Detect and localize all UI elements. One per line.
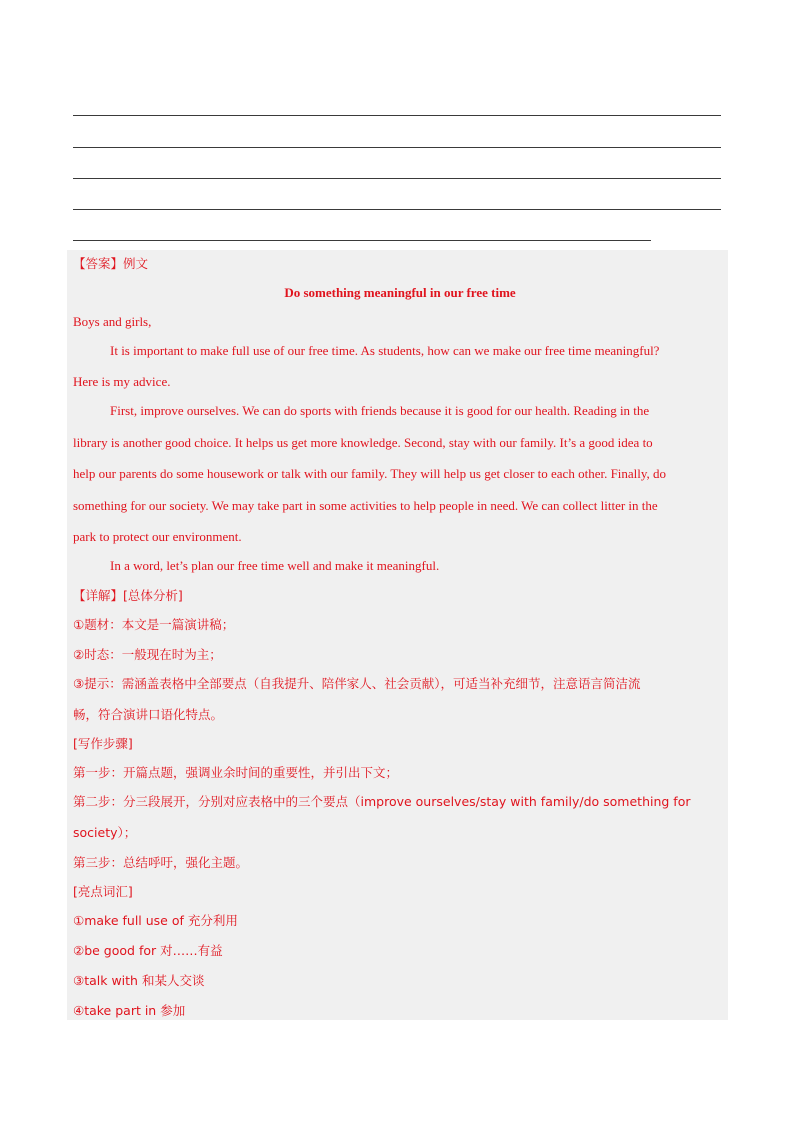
essay-title: Do something meaningful in our free time bbox=[284, 285, 516, 300]
answer-line-1 bbox=[73, 115, 721, 116]
essay-line: library is another good choice. It helps us get more knowledge. Second, stay with our family. It’s a good idea to bbox=[73, 435, 653, 450]
vocab-item: ④take part in 参加 bbox=[73, 1003, 186, 1018]
answer-line-3 bbox=[73, 178, 721, 179]
analysis-item: 畅，符合演讲口语化特点。 bbox=[73, 707, 224, 722]
analysis-item: ①题材：本文是一篇演讲稿； bbox=[73, 617, 235, 632]
analysis-header: 【详解】[总体分析] bbox=[73, 588, 183, 603]
essay-line: First, improve ourselves. We can do sports with friends because it is good for our health. Reading in the bbox=[110, 403, 650, 418]
answer-line-5 bbox=[73, 240, 651, 241]
step-item: 第一步：开篇点题，强调业余时间的重要性，并引出下文； bbox=[73, 765, 399, 780]
essay-line: In a word, let’s plan our free time well and make it meaningful. bbox=[110, 558, 440, 573]
step-item: society）； bbox=[73, 825, 137, 840]
essay-greeting: Boys and girls, bbox=[73, 314, 152, 329]
vocab-header: [亮点词汇] bbox=[73, 884, 133, 899]
essay-line: something for our society. We may take part in some activities to help people in need. We can collect litter in the bbox=[73, 498, 658, 513]
answer-line-4 bbox=[73, 209, 721, 210]
vocab-item: ①make full use of 充分利用 bbox=[73, 913, 238, 928]
essay-line: Here is my advice. bbox=[73, 374, 171, 389]
essay-line: It is important to make full use of our free time. As students, how can we make our free time meaningful? bbox=[110, 343, 660, 358]
essay-line: park to protect our environment. bbox=[73, 529, 242, 544]
answer-panel bbox=[67, 250, 728, 1020]
essay-line: help our parents do some housework or talk with our family. They will help us get closer to each other. Finally, do bbox=[73, 466, 667, 481]
vocab-item: ②be good for 对……有益 bbox=[73, 943, 223, 958]
steps-header: [写作步骤] bbox=[73, 736, 133, 751]
step-item: 第三步：总结呼吁，强化主题。 bbox=[73, 855, 249, 870]
analysis-item: ②时态：一般现在时为主； bbox=[73, 647, 222, 662]
answer-header: 【答案】例文 bbox=[73, 256, 149, 271]
answer-line-2 bbox=[73, 147, 721, 148]
analysis-item: ③提示：需涵盖表格中全部要点（自我提升、陪伴家人、社会贡献），可适当补充细节，注意语言简洁流 bbox=[73, 676, 641, 691]
step-item: 第二步：分三段展开，分别对应表格中的三个要点（improve ourselves/stay with family/do something for bbox=[73, 794, 691, 809]
vocab-item: ③talk with 和某人交谈 bbox=[73, 973, 205, 988]
